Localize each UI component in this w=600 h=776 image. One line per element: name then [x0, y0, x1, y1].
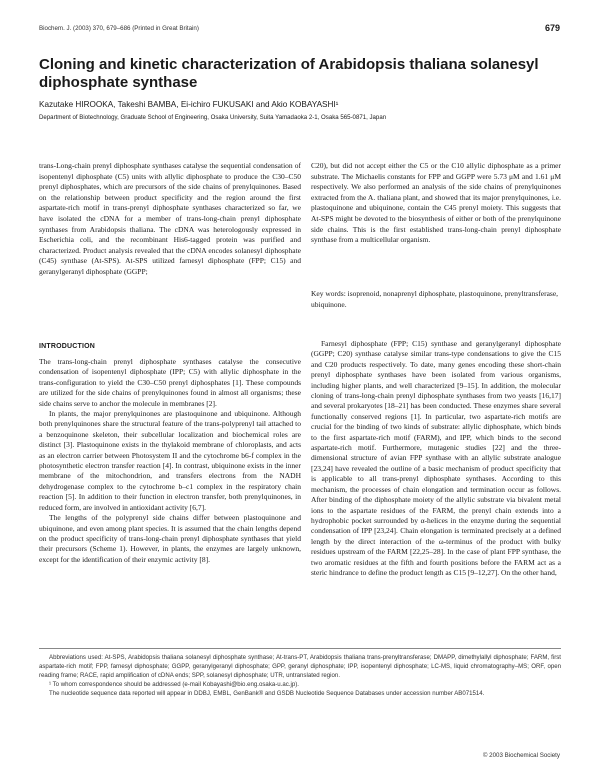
body-right-column: [311, 339, 561, 578]
keywords: Key words: isoprenoid, nonaprenyl diphosphate, plastoquinone, prenyltransferase, ubiquinone.: [311, 289, 559, 309]
paragraph: The lengths of the polyprenyl side chains differ between plastoquinone and ubiquinone, and even among plant species. It is assumed that the chain lengths depend on the product specificity of trans-long-chain prenyl diphosphate synthases that yield their precursors (Scheme 1). However, in plants, the enzymes are largely unknown, except for the identification of their enzymic activity [8].: [39, 513, 301, 564]
paragraph: Farnesyl diphosphate (FPP; C15) synthase and geranylgeranyl diphosphate (GGPP; C20) synthase catalyse similar trans-type condensations to give the C15 and C20 products respectively. To date, many genes encoding these short-chain prenyl diphosphate synthases have been isolated from various organisms, including higher plants, and well characterized [9–15]. In addition, the molecular cloning of trans-long-chain prenyl diphosphate synthases from two yeasts [16,17] and several prokaryotes [18–21] has been conducted. These enzymes share several functionally conserved regions [1]. In particular, two aspartate-rich motifs are crucial for the binding of two kinds of substrate: allylic diphosphate, which binds to the first aspartate-rich motif (FARM), and IPP, which binds to the second aspartate-rich motif. Furthermore, mutagenic studies [22] and the three-dimensional structure of avian FPP synthase with an allylic substrate analogue [23,24] have revealed the outline of a basic mechanism of product specificity that is applicable to all trans-prenyl diphosphate synthases. According to this mechanism, the processes of chain elongation and termination occur as follows. After binding of the diphosphate moiety of the allylic substrate via bivalent metal ions to the aspartate residues of the FARM, the prenyl chain extends into a hydrophobic pocket surrounded by α-helices in the enzyme during the sequential condensation of IPP [23,24]. Chain elongation is terminated precisely at a defined length by the direct interaction of the ω-terminus of the product with bulky residues upstream of the FARM [22,25–28]. In the case of plant FPP synthase, the two aromatic residues at the fifth and fourth positions before the FARM act as a steric hindrance to define the product length as C15 [9–12,27]. On the other hand,: [311, 339, 561, 577]
author-list: Kazutake HIROOKA, Takeshi BAMBA, Ei-ichiro FUKUSAKI and Akio KOBAYASHI¹: [39, 100, 339, 109]
section-heading-introduction: INTRODUCTION: [39, 343, 96, 350]
abbreviations-footnote: Abbreviations used: At-SPS, Arabidopsis thaliana solanesyl diphosphate synthase; At-trans-PT, Arabidopsis thaliana trans-prenyltransferase; DMAPP, dimethylallyl diphosphate; FARM, first aspartate-rich motif; FPP, farnesyl diphosphate; GGPP, geranylgeranyl diphosphate; GPP, geranyl diphosphate; IPP, isopentenyl diphosphate; LC-MS, liquid chromatography–MS; ORF, open reading frame; RACE, rapid amplification of cDNA ends; SPP, solanesyl diphosphate; UTR, untranslated region.: [39, 654, 561, 679]
article-title: Cloning and kinetic characterization of Arabidopsis thaliana solanesyl diphosphate synthase: [39, 56, 539, 91]
abstract-left-column: trans-Long-chain prenyl diphosphate synthases catalyse the sequential condensation of isopentenyl diphosphate (C5) units with allylic diphosphate to produce the C30–C50 prenyl diphosphates, which are precursors of the side chains of prenylquinones. Based on the relationship between product specificity and the region around the first aspartate-rich motif in trans-prenyl diphosphate synthases characterized so far, we have isolated the cDNA for a member of trans-long-chain prenyl diphosphate synthases from Arabidopsis thaliana. The cDNA was heterologously expressed in Escherichia coli, and the recombinant His6-tagged protein was purified and characterized. Product analysis revealed that the cDNA encodes solanesyl diphosphate (C45) synthase (At-SPS). At-SPS utilized farnesyl diphosphate (FPP; C15) and geranylgeranyl diphosphate (GGPP;: [39, 161, 301, 276]
abstract-right-column: C20), but did not accept either the C5 or the C10 allylic diphosphate as a primer substrate. The Michaelis constants for FPP and GGPP were 5.73 μM and 1.61 μM respectively. We also performed an analysis of the side chains of prenylquinones extracted from the A. thaliana plant, and showed that its major prenylquinones, i.e. plastoquinone and ubiquinone, contain the C45 prenyl moiety. This suggests that At-SPS might be devoted to the biosynthesis of either or both of the prenylquinone side chains. This is the first established trans-long-chain prenyl diphosphate synthase from a multicellular organism.: [311, 161, 561, 245]
footnotes: [39, 653, 561, 698]
database-footnote: The nucleotide sequence data reported will appear in DDBJ, EMBL, GenBank® and GSDB Nucleotide Sequence Databases under accession number AB071514.: [49, 690, 485, 697]
affiliation: Department of Biotechnology, Graduate School of Engineering, Osaka University, Suita Yamadaoka 2-1, Osaka 565-0871, Japan: [39, 114, 387, 121]
body-left-column: [39, 357, 301, 565]
paragraph: The trans-long-chain prenyl diphosphate synthases catalyse the consecutive condensation of isopentenyl diphosphate (IPP; C5) with allylic diphosphate in the trans-configuration to yield the C30–C50 prenyl diphosphates [1]. These compounds are utilized for the side chains of prenylquinones found in almost all organisms; these side chains serve to anchor the molecule in membranes [2].: [39, 357, 301, 408]
footnote-divider: [39, 648, 561, 649]
copyright: © 2003 Biochemical Society: [482, 752, 560, 759]
correspondence-footnote: ¹ To whom correspondence should be addressed (e-mail Kobayashi@bio.eng.osaka-u.ac.jp).: [49, 681, 299, 688]
page-number: 679: [544, 23, 560, 33]
journal-reference: Biochem. J. (2003) 370, 679–686 (Printed in Great Britain): [39, 25, 199, 32]
paragraph: In plants, the major prenylquinones are plastoquinone and ubiquinone. Although both prenylquinones share the structural feature of the trans-polyprenyl tail attached to a benzoquinone skeleton, their subcellular localization and biochemical roles are distinct [3]. Plastoquinone exists in the thylakoid membrane of chloroplasts, and acts as an electron carrier between Photosystem II and the cytochrome b6-f complex in the photosynthetic electron transfer reaction [4]. In contrast, ubiquinone exists in the inner membrane of the mitochondrion, and transfers electrons from the NADH dehydrogenase complex to the cytochrome b–c1 complex in the respiratory chain reaction [5]. In addition to their function in electron transfer, both prenylquinones, in reduced form, are involved in antioxidant activity [6,7].: [39, 409, 301, 512]
